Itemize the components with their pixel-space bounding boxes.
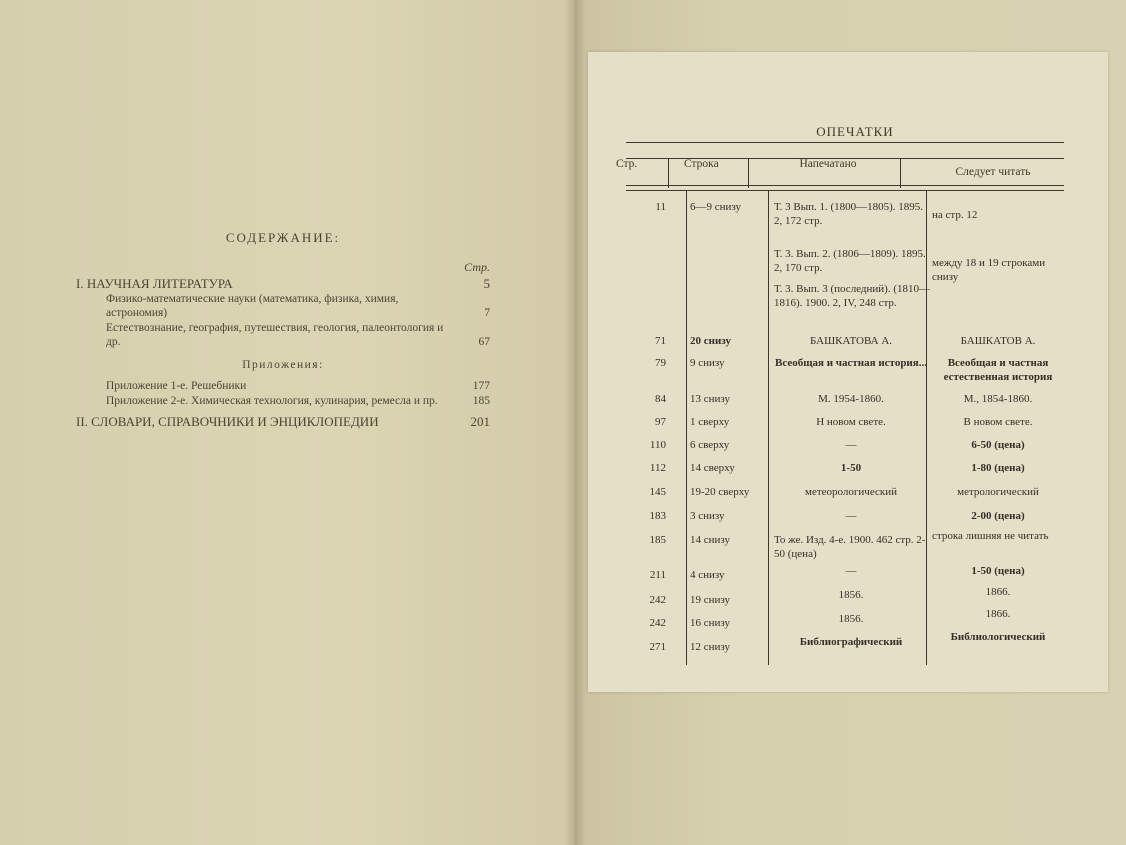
toc-entry-page: 67 (478, 336, 490, 348)
errata-read: 6-50 (цена) (971, 439, 1025, 451)
errata-read: М., 1854-1860. (963, 393, 1033, 405)
errata-line: 19 снизу (690, 594, 731, 606)
toc-entry-label: Приложение 2-е. Химическая технология, кулинария, ремесла и пр. (106, 395, 438, 407)
toc-entry-label: Приложение 1-е. Решебники (106, 380, 247, 392)
errata-line: 12 снизу (690, 641, 731, 653)
errata-printed: Т. 3 Вып. 1. (1800—1805). 1895. 2, 172 стр. (774, 201, 924, 227)
toc-entry (76, 277, 490, 291)
errata-page: 211 (649, 569, 666, 581)
errata-read: 2-00 (цена) (971, 510, 1025, 522)
table-rule (626, 185, 1064, 186)
errata-read: В новом свете. (963, 416, 1033, 428)
errata-page: 11 (655, 201, 666, 213)
errata-read: между 18 и 19 строками снизу (932, 257, 1046, 283)
errata-read: на стр. 12 (932, 209, 978, 221)
errata-line: 20 снизу (690, 335, 731, 347)
toc-entry-page: 185 (472, 395, 490, 407)
errata-page: 79 (655, 357, 666, 369)
header-page: Стр. (616, 158, 638, 170)
errata-read: 1-50 (цена) (971, 565, 1025, 577)
header-line: Строка (684, 158, 719, 170)
errata-read: 1866. (985, 586, 1011, 598)
errata-printed: То же. Изд. 4-е. 1900. 462 стр. 2-50 (цена) (774, 534, 926, 560)
errata-printed: Т. 3. Вып. 3 (последний). (1810—1816). 1900. 2, IV, 248 стр. (774, 283, 930, 309)
toc-title: СОДЕРЖАНИЕ: (225, 230, 341, 245)
errata-page: 185 (649, 534, 666, 546)
table-rule (626, 190, 1064, 191)
toc-entry-label: Естествознание, география, путешествия, геология, палеонтология и др. (106, 322, 444, 348)
table-rule (626, 142, 1064, 143)
toc-entry-page: 5 (483, 276, 490, 291)
errata-title: ОПЕЧАТКИ (816, 124, 894, 139)
errata-page: 71 (655, 335, 666, 347)
toc-entry (76, 394, 490, 408)
errata-line: 6 сверху (690, 439, 730, 451)
toc-entry (76, 415, 490, 429)
table-of-contents (76, 230, 490, 430)
header-printed: Напечатано (799, 158, 857, 170)
errata-line: 9 снизу (690, 357, 725, 369)
toc-page-header: Стр. (464, 260, 490, 274)
column-rule (900, 158, 901, 188)
errata-page: 271 (649, 641, 666, 653)
errata-page: 112 (649, 462, 666, 474)
errata-read: строка лишняя не читать (932, 530, 1049, 542)
errata-printed: БАШКАТОВА А. (809, 335, 893, 347)
errata-page: 145 (649, 486, 666, 498)
errata-printed: Т. 3. Вып. 2. (1806—1809). 1895. 2, 170 стр. (774, 248, 926, 274)
errata-page: 84 (655, 393, 666, 405)
toc-entry-page: 177 (472, 380, 490, 392)
errata-line: 4 снизу (690, 569, 725, 581)
errata-page: 97 (655, 416, 666, 428)
errata-read: 1866. (985, 608, 1011, 620)
errata-read: Всеобщая и частная естественная история (943, 357, 1053, 383)
toc-entry-label: Физико-математические науки (математика, физика, химия, астрономия) (106, 293, 399, 319)
toc-entry-page: 7 (484, 307, 490, 319)
errata-line: 6—9 снизу (690, 201, 742, 213)
toc-entry-page: 201 (470, 414, 490, 429)
toc-entry (76, 379, 490, 393)
errata-printed: 1856. (838, 613, 864, 625)
errata-line: 3 снизу (690, 510, 725, 522)
errata-read: БАШКАТОВ А. (960, 335, 1036, 347)
column-rule (748, 158, 749, 188)
toc-entry (76, 321, 490, 349)
book-gutter (564, 0, 586, 845)
errata-printed: метеорологический (805, 486, 897, 498)
header-read: Следует читать (955, 166, 1031, 178)
errata-page: 110 (649, 439, 666, 451)
errata-read: метрологический (957, 486, 1039, 498)
toc-entry (76, 292, 490, 320)
column-rule (686, 190, 687, 665)
errata-line: 19-20 сверху (690, 486, 750, 498)
toc-entry-label: I. НАУЧНАЯ ЛИТЕРАТУРА (76, 276, 233, 291)
errata-line: 14 сверху (690, 462, 735, 474)
errata-sheet (588, 52, 1108, 692)
errata-line: 14 снизу (690, 534, 731, 546)
column-rule (668, 158, 669, 188)
toc-appendix-header: Приложения: (242, 359, 324, 371)
errata-line: 1 сверху (690, 416, 730, 428)
errata-page: 242 (649, 617, 666, 629)
errata-printed: М. 1954-1860. (818, 393, 884, 405)
errata-page: 183 (649, 510, 666, 522)
toc-entry-label: II. СЛОВАРИ, СПРАВОЧНИКИ И ЭНЦИКЛОПЕДИИ (76, 414, 379, 429)
errata-printed: 1856. (838, 589, 864, 601)
errata-printed: — (845, 439, 857, 451)
errata-printed: — (845, 510, 857, 522)
errata-read: 1-80 (цена) (971, 462, 1025, 474)
errata-printed: Всеобщая и частная история... (775, 357, 927, 369)
errata-read: Библиологический (950, 631, 1046, 643)
errata-printed: Н новом свете. (816, 416, 886, 428)
errata-printed: — (845, 565, 857, 577)
errata-printed: 1-50 (840, 462, 862, 474)
errata-line: 13 снизу (690, 393, 731, 405)
errata-page: 242 (649, 594, 666, 606)
errata-line: 16 снизу (690, 617, 731, 629)
errata-printed: Библиографический (799, 636, 903, 648)
